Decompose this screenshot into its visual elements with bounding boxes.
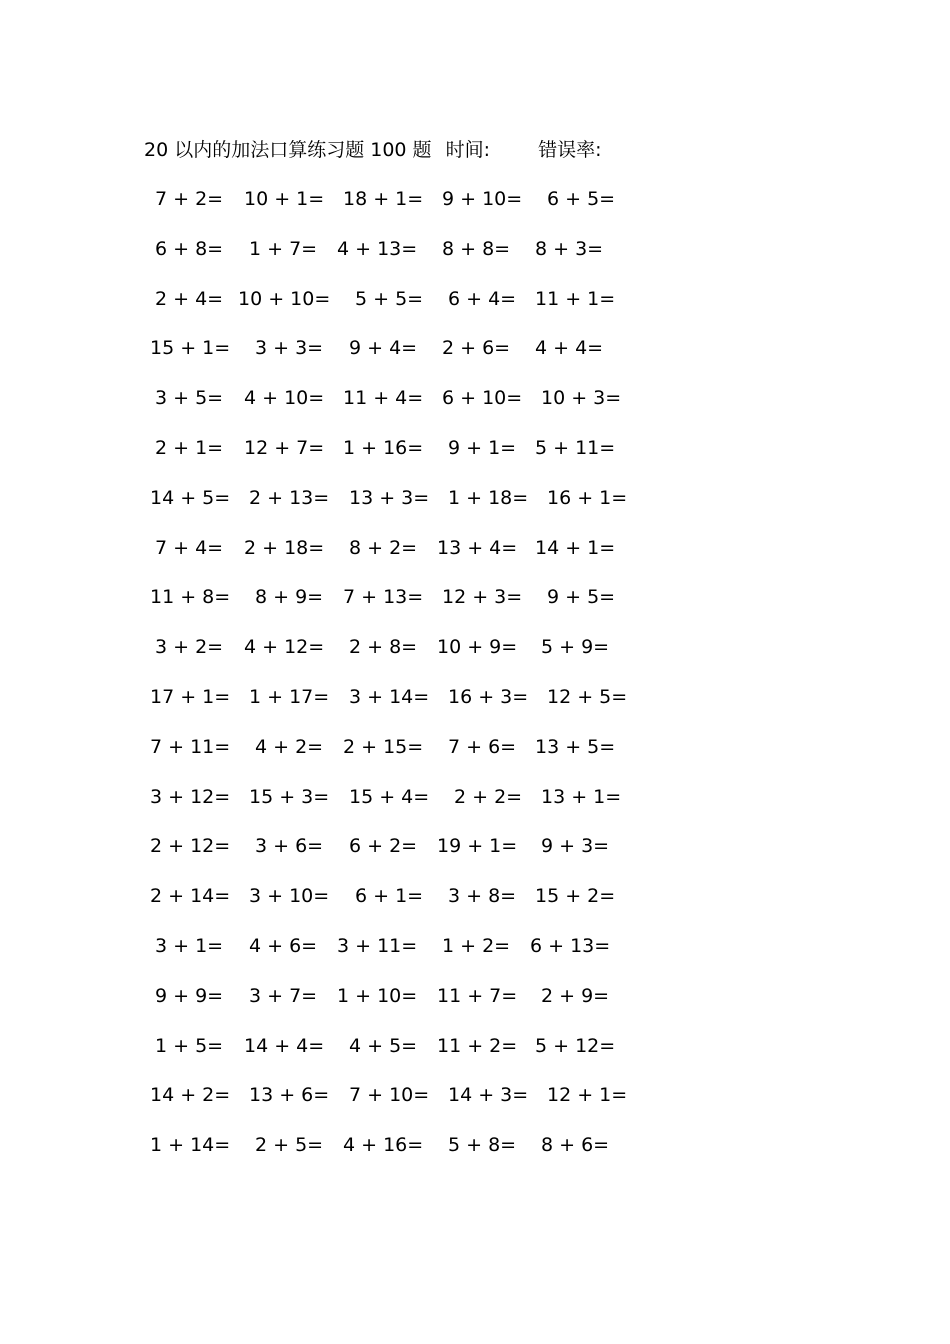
problem-r13-c1: 3 + 12= [150, 785, 231, 808]
problem-r11-c3: 3 + 14= [349, 686, 430, 708]
problem-r20-c4: 5 + 8= [448, 1134, 517, 1157]
problem-r15-c5: 15 + 2= [535, 885, 616, 908]
problem-r15-c2: 3 + 10= [249, 885, 330, 908]
problem-r2-c2: 1 + 7= [249, 237, 318, 260]
problem-r11-c1: 17 + 1= [150, 686, 231, 708]
problem-r4-c5: 4 + 4= [535, 337, 604, 360]
problem-r3-c1: 2 + 4= [155, 287, 224, 310]
problem-r5-c3: 11 + 4= [343, 387, 424, 410]
problem-r5-c4: 6 + 10= [442, 387, 523, 410]
problem-r6-c3: 1 + 16= [343, 437, 424, 459]
problem-r14-c2: 3 + 6= [255, 835, 324, 858]
problem-r20-c1: 1 + 14= [150, 1134, 231, 1157]
problem-r13-c5: 13 + 1= [541, 785, 622, 808]
problem-r7-c2: 2 + 13= [249, 486, 330, 509]
problem-r6-c4: 9 + 1= [448, 437, 517, 459]
problem-r2-c4: 8 + 8= [442, 237, 511, 260]
problem-r10-c4: 10 + 9= [437, 636, 518, 659]
problem-r16-c1: 3 + 1= [155, 935, 224, 957]
problem-r14-c3: 6 + 2= [349, 835, 418, 858]
problem-r16-c4: 1 + 2= [442, 935, 511, 957]
problem-r12-c2: 4 + 2= [255, 735, 324, 758]
problem-r18-c1: 1 + 5= [155, 1034, 224, 1057]
worksheet-title: 20 以内的加法口算练习题 100 题 [144, 139, 432, 161]
problem-r9-c1: 11 + 8= [150, 586, 231, 609]
problem-r8-c1: 7 + 4= [155, 536, 224, 559]
problem-r14-c1: 2 + 12= [150, 835, 231, 858]
problem-r18-c3: 4 + 5= [349, 1034, 418, 1057]
problem-r1-c3: 18 + 1= [343, 188, 424, 210]
problem-r16-c3: 3 + 11= [337, 935, 418, 957]
problem-r19-c5: 12 + 1= [547, 1084, 628, 1107]
problem-r7-c1: 14 + 5= [150, 486, 231, 509]
problem-r14-c4: 19 + 1= [437, 835, 518, 858]
problem-r12-c4: 7 + 6= [448, 735, 517, 758]
problem-r14-c5: 9 + 3= [541, 835, 610, 858]
problem-r11-c2: 1 + 17= [249, 686, 330, 708]
problem-r17-c3: 1 + 10= [337, 984, 418, 1007]
problem-r19-c1: 14 + 2= [150, 1084, 231, 1107]
problem-r18-c5: 5 + 12= [535, 1034, 616, 1057]
problem-r2-c1: 6 + 8= [155, 237, 224, 260]
problem-r1-c5: 6 + 5= [547, 188, 616, 210]
problem-r19-c2: 13 + 6= [249, 1084, 330, 1107]
error-rate-label: 错误率: [538, 139, 602, 161]
problem-r12-c1: 7 + 11= [150, 735, 231, 758]
problem-r17-c5: 2 + 9= [541, 984, 610, 1007]
problem-r11-c4: 16 + 3= [448, 686, 529, 708]
problem-r20-c5: 8 + 6= [541, 1134, 610, 1157]
problem-r4-c3: 9 + 4= [349, 337, 418, 360]
problem-r8-c5: 14 + 1= [535, 536, 616, 559]
problem-r15-c1: 2 + 14= [150, 885, 231, 908]
problem-r10-c1: 3 + 2= [155, 636, 224, 659]
problem-r13-c2: 15 + 3= [249, 785, 330, 808]
problem-r9-c3: 7 + 13= [343, 586, 424, 609]
problem-r20-c2: 2 + 5= [255, 1134, 324, 1157]
problem-r19-c3: 7 + 10= [349, 1084, 430, 1107]
problem-r3-c4: 6 + 4= [448, 287, 517, 310]
problem-r10-c2: 4 + 12= [244, 636, 325, 659]
problem-r5-c2: 4 + 10= [244, 387, 325, 410]
problem-r6-c2: 12 + 7= [244, 437, 325, 459]
problem-r5-c1: 3 + 5= [155, 387, 224, 410]
problem-r4-c1: 15 + 1= [150, 337, 231, 360]
problem-r5-c5: 10 + 3= [541, 387, 622, 410]
problem-r3-c3: 5 + 5= [355, 287, 424, 310]
problem-r2-c5: 8 + 3= [535, 237, 604, 260]
problem-r13-c4: 2 + 2= [454, 785, 523, 808]
problem-r6-c5: 5 + 11= [535, 437, 616, 459]
problem-r6-c1: 2 + 1= [155, 437, 224, 459]
problem-r16-c5: 6 + 13= [530, 935, 611, 957]
problem-r17-c1: 9 + 9= [155, 984, 224, 1007]
problem-r15-c3: 6 + 1= [355, 885, 424, 908]
time-label: 时间: [445, 139, 491, 161]
problem-r17-c2: 3 + 7= [249, 984, 318, 1007]
problem-r9-c5: 9 + 5= [547, 586, 616, 609]
problem-r7-c5: 16 + 1= [547, 486, 628, 509]
problem-r8-c2: 2 + 18= [244, 536, 325, 559]
problem-r4-c4: 2 + 6= [442, 337, 511, 360]
problem-r19-c4: 14 + 3= [448, 1084, 529, 1107]
problem-r12-c3: 2 + 15= [343, 735, 424, 758]
problem-r18-c4: 11 + 2= [437, 1034, 518, 1057]
problem-r1-c2: 10 + 1= [244, 188, 325, 210]
problem-r7-c4: 1 + 18= [448, 486, 529, 509]
problem-r17-c4: 11 + 7= [437, 984, 518, 1007]
problem-r3-c2: 10 + 10= [238, 287, 331, 310]
problem-r3-c5: 11 + 1= [535, 287, 616, 310]
problem-r1-c4: 9 + 10= [442, 188, 523, 210]
problem-r11-c5: 12 + 5= [547, 686, 628, 708]
problem-r15-c4: 3 + 8= [448, 885, 517, 908]
problem-r10-c3: 2 + 8= [349, 636, 418, 659]
problem-r12-c5: 13 + 5= [535, 735, 616, 758]
problem-r9-c4: 12 + 3= [442, 586, 523, 609]
problem-r2-c3: 4 + 13= [337, 237, 418, 260]
problem-r4-c2: 3 + 3= [255, 337, 324, 360]
problem-r20-c3: 4 + 16= [343, 1134, 424, 1157]
problem-r9-c2: 8 + 9= [255, 586, 324, 609]
problem-r13-c3: 15 + 4= [349, 785, 430, 808]
problem-r18-c2: 14 + 4= [244, 1034, 325, 1057]
problem-r7-c3: 13 + 3= [349, 486, 430, 509]
problem-r8-c4: 13 + 4= [437, 536, 518, 559]
problem-r16-c2: 4 + 6= [249, 935, 318, 957]
problem-r1-c1: 7 + 2= [155, 188, 224, 210]
problem-r10-c5: 5 + 9= [541, 636, 610, 659]
problem-r8-c3: 8 + 2= [349, 536, 418, 559]
